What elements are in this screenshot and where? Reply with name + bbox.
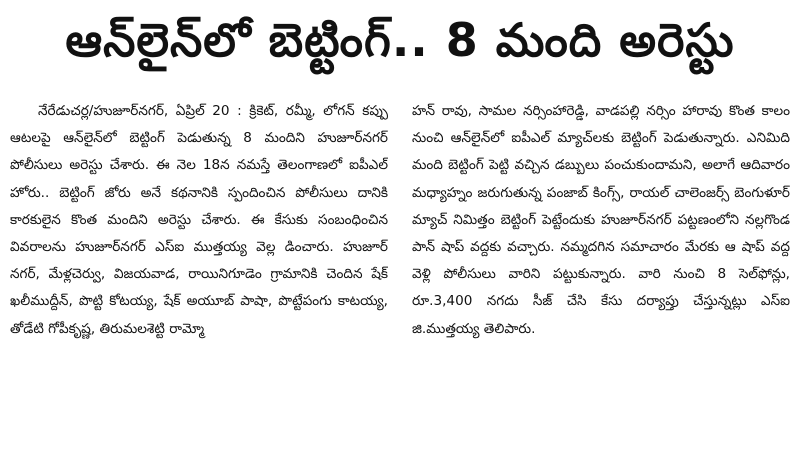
column-right-text: హన్ రావు, సామల నర్సింహారెడ్డి, వాడపల్లి నర్సిం హారావు కొంత కాలం నుంచి ఆన్‌లైన్‌లో ఐపీఎల్ మ్యాచ్‌లకు బెట్టింగ్ పెడుతున్నారు. ఎనిమిది మంది బెట్టింగ్ పెట్టి వచ్చిన డబ్బులు పంచుకుందామని, అలాగే ఆదివారం మధ్యాహ్నం జరుగుతున్న పంజాబ్ కింగ్స్, రాయల్ చాలెంజర్స్ బెంగుళూర్ మ్యాచ్ నిమిత్తం బెట్టింగ్ పెట్టేందుకు హుజూర్‌నగర్ పట్టణంలోని నల్లగొండ పాన్ షాప్ వద్దకు వచ్చారు. నమ్మదగిన సమాచారం మేరకు ఆ షాప్ వద్ద వెళ్లి పోలీసులు వారిని పట్టుకున్నారు. వారి నుంచి 8 సెల్‌ఫోన్లు, రూ.3,400 నగదు సీజ్ చేసి కేసు దర్యాప్తు చేస్తున్నట్లు ఎస్‌ఐ జి.ముత్తయ్య తెలిపారు.: [412, 103, 790, 337]
column-left-text: నేరేడుచర్ల/హుజూర్‌నగర్, ఏప్రిల్ 20 : క్రికెట్, రమ్మీ, లోగన్ కప్పు ఆటలపై ఆన్‌లైన్‌లో బెట్టింగ్ పెడుతున్న 8 మందిని హుజూర్‌నగర్ పోలీసులు అరెస్టు చేశారు. ఈ నెల 18న నమస్తే తెలంగాణలో ఐపీఎల్ హోరు.. బెట్టింగ్ జోరు అనే కథనానికి స్పందించిన పోలీసులు దానికి కారకులైన కొంత మందిని అరెస్టు చేశారు. ఈ కేసుకు సంబంధించిన వివరాలను హుజూర్‌నగర్ ఎస్‌ఐ ముత్తయ్య వెల్ల డించారు. హుజూర్ నగర్, మేళ్లచెర్వు, విజయవాడ, రాయినిగూడెం గ్రామానికి చెందిన షేక్ ఖలీముద్దీన్, పొట్టి కోటయ్య, షేక్ అయూబ్ పాషా, పొట్టేపంగు కాటయ్య, తోడేటి గోపీకృష్ణ, తిరుమలశెట్టి రామ్మో: [10, 103, 388, 337]
article-column-right: [412, 98, 790, 450]
article-headline: ఆన్‌లైన్‌లో బెట్టింగ్.. 8 మంది అరెస్టు: [65, 13, 735, 67]
article-body: [10, 98, 790, 450]
article-column-left: [10, 98, 388, 450]
